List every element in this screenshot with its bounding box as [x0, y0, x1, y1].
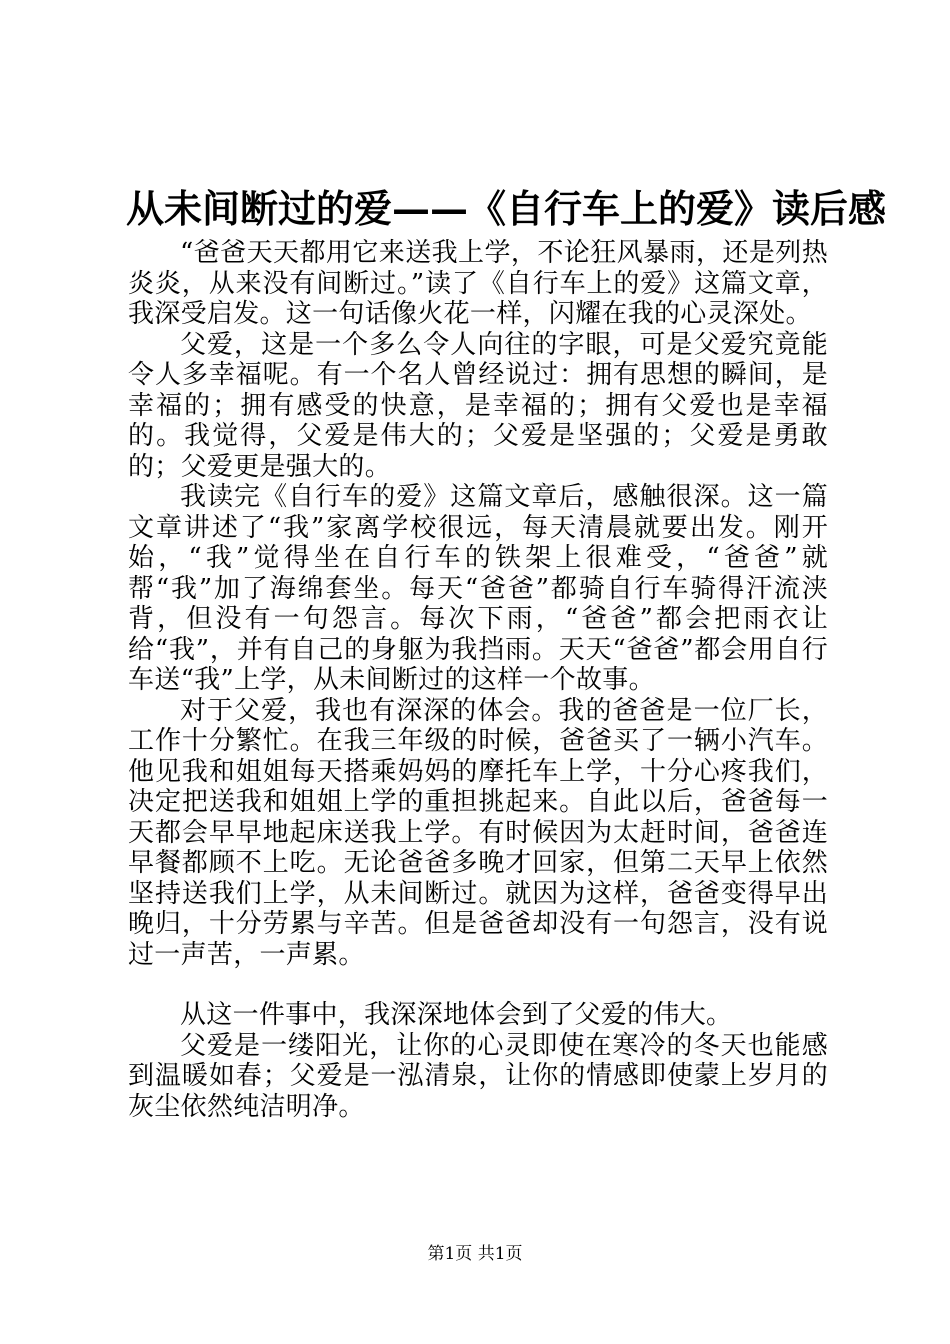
paragraph-2: 父爱，这是一个多么令人向往的字眼，可是父爱究竟能令人多幸福呢。有一个名人曾经说过：拥有思想的瞬间，是幸福的；拥有感受的快意，是幸福的；拥有父爱也是幸福的。我觉得，父爱是伟大的；父爱是坚强的；父爱是勇敢的；父爱更是强大的。: [128, 329, 828, 482]
paragraph-1: “爸爸天天都用它来送我上学，不论狂风暴雨，还是列热炎炎，从来没有间断过。”读了《自行车上的爱》这篇文章，我深受启发。这一句话像火花一样，闪耀在我的心灵深处。: [128, 238, 828, 329]
paragraph-3: 我读完《自行车的爱》这篇文章后，感触很深。这一篇文章讲述了“我”家离学校很远，每天清晨就要出发。刚开始，“我”觉得坐在自行车的铁架上很难受，“爸爸”就帮“我”加了海绵套坐。每天“爸爸”都骑自行车骑得汗流浃背，但没有一句怨言。每次下雨，“爸爸”都会把雨衣让给“我”，并有自己的身躯为我挡雨。天天“爸爸”都会用自行车送“我”上学，从未间断过的这样一个故事。: [128, 482, 828, 695]
paragraph-6: 父爱是一缕阳光，让你的心灵即使在寒冷的冬天也能感到温暖如春；父爱是一泓清泉，让你的情感即使蒙上岁月的灰尘依然纯洁明净。: [128, 1030, 828, 1122]
document-body: [128, 238, 828, 1122]
document-title: 从未间断过的爱——《自行车上的爱》读后感: [126, 186, 887, 231]
paragraph-4: 对于父爱，我也有深深的体会。我的爸爸是一位厂长，工作十分繁忙。在我三年级的时候，爸爸买了一辆小汽车。他见我和姐姐每天搭乘妈妈的摩托车上学，十分心疼我们，决定把送我和姐姐上学的重担挑起来。自此以后，爸爸每一天都会早早地起床送我上学。有时候因为太赶时间，爸爸连早餐都顾不上吃。无论爸爸多晚才回家，但第二天早上依然坚持送我们上学，从未间断过。就因为这样，爸爸变得早出晚归，十分劳累与辛苦。但是爸爸却没有一句怨言，没有说过一声苦，一声累。: [128, 695, 828, 970]
paragraph-5: 从这一件事中，我深深地体会到了父爱的伟大。: [180, 1000, 733, 1030]
page-footer: 第1页 共1页: [427, 1244, 523, 1264]
